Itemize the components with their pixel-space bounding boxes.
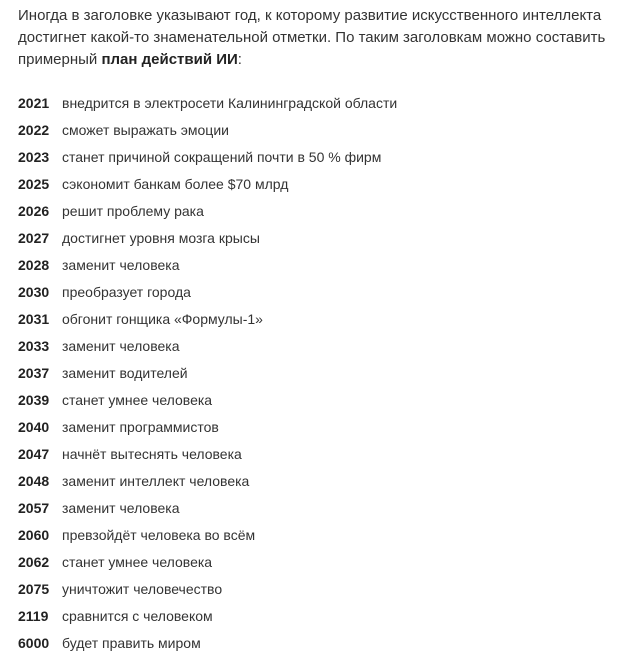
timeline-year: 2047 xyxy=(18,446,50,462)
intro-text-end: : xyxy=(237,51,242,68)
timeline-year: 2031 xyxy=(18,311,50,327)
timeline-event: превзойдёт человека во всём xyxy=(62,527,256,543)
timeline-event: внедрится в электросети Калининградской области xyxy=(62,95,398,111)
timeline-row xyxy=(18,603,608,630)
timeline-row xyxy=(18,279,608,306)
timeline-row xyxy=(18,225,608,252)
timeline-event: уничтожит человечество xyxy=(62,581,223,597)
timeline-row xyxy=(18,198,608,225)
intro-text: Иногда в заголовке указывают год, к которому развитие искусственного интеллекта достигнет какой-то знаменательной отметки. По таким заголовкам можно составить примерный xyxy=(18,7,606,68)
timeline-row xyxy=(18,468,608,495)
timeline-event: преобразует города xyxy=(62,284,191,300)
timeline-row xyxy=(18,414,608,441)
timeline-event: будет править миром xyxy=(62,635,201,651)
timeline-year: 2023 xyxy=(18,149,50,165)
timeline-row xyxy=(18,333,608,360)
timeline-event: решит проблему рака xyxy=(62,203,204,219)
timeline-year: 2026 xyxy=(18,203,50,219)
timeline-event: заменит интеллект человека xyxy=(62,473,250,489)
timeline-year: 2040 xyxy=(18,419,50,435)
timeline-event: станет умнее человека xyxy=(62,392,213,408)
timeline-year: 2025 xyxy=(18,176,50,192)
timeline-event: заменит водителей xyxy=(62,365,188,381)
timeline-year: 2030 xyxy=(18,284,50,300)
timeline-event: заменит человека xyxy=(62,257,180,273)
timeline-event: заменит программистов xyxy=(62,419,219,435)
timeline-year: 2062 xyxy=(18,554,50,570)
timeline-event: достигнет уровня мозга крысы xyxy=(62,230,260,246)
timeline-event: начнёт вытеснять человека xyxy=(62,446,242,462)
intro-paragraph xyxy=(18,5,608,71)
intro-bold-phrase: план действий ИИ xyxy=(101,51,238,68)
timeline-event: сэкономит банкам более $70 млрд xyxy=(62,176,289,192)
timeline-year: 6000 xyxy=(18,635,50,651)
timeline-row xyxy=(18,495,608,522)
timeline-year: 2021 xyxy=(18,95,50,111)
timeline-event: заменит человека xyxy=(62,500,180,516)
timeline-event: станет умнее человека xyxy=(62,554,213,570)
timeline-row xyxy=(18,117,608,144)
timeline-year: 2022 xyxy=(18,122,50,138)
timeline-event: обгонит гонщика «Формулы-1» xyxy=(62,311,263,327)
timeline-row xyxy=(18,522,608,549)
timeline-row xyxy=(18,171,608,198)
timeline-row xyxy=(18,144,608,171)
timeline-row xyxy=(18,252,608,279)
timeline-event: сможет выражать эмоции xyxy=(62,122,229,138)
timeline-event: станет причиной сокращений почти в 50 % фирм xyxy=(62,149,382,165)
timeline-row xyxy=(18,549,608,576)
timeline-year: 2028 xyxy=(18,257,50,273)
timeline-year: 2027 xyxy=(18,230,50,246)
timeline-row xyxy=(18,441,608,468)
timeline-year: 2048 xyxy=(18,473,50,489)
timeline-year: 2075 xyxy=(18,581,50,597)
timeline-year: 2033 xyxy=(18,338,50,354)
timeline-year: 2060 xyxy=(18,527,50,543)
timeline-row xyxy=(18,360,608,387)
timeline-year: 2037 xyxy=(18,365,50,381)
ai-timeline-list xyxy=(18,90,608,657)
timeline-row xyxy=(18,387,608,414)
timeline-year: 2039 xyxy=(18,392,50,408)
timeline-event: заменит человека xyxy=(62,338,180,354)
timeline-event: сравнится с человеком xyxy=(62,608,213,624)
timeline-row xyxy=(18,306,608,333)
timeline-row xyxy=(18,576,608,603)
timeline-row xyxy=(18,630,608,657)
timeline-year: 2119 xyxy=(18,608,49,624)
timeline-row xyxy=(18,90,608,117)
timeline-year: 2057 xyxy=(18,500,50,516)
